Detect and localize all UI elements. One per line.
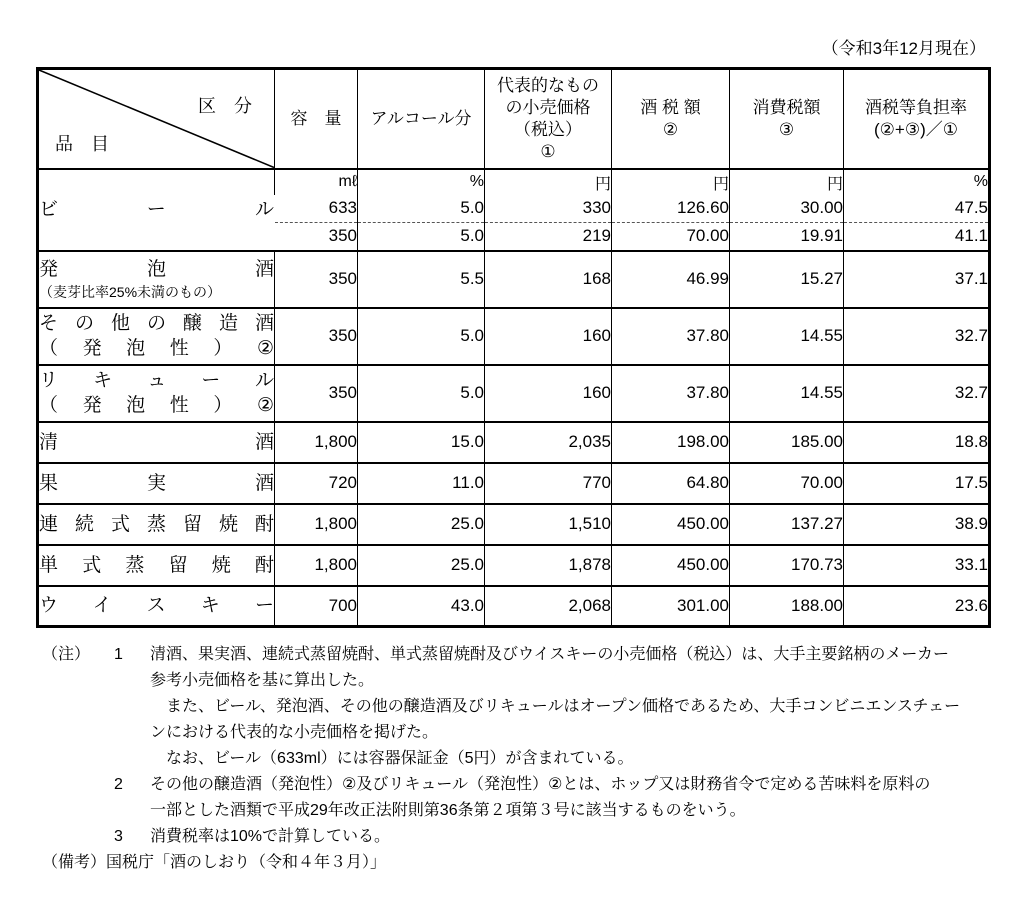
row-sublabel: （発泡性）② <box>39 395 274 416</box>
cell-price: 168 <box>485 251 612 308</box>
cell-volume: 350 <box>275 308 358 365</box>
cell-price: 219 <box>485 223 612 251</box>
note-3 <box>42 824 1024 850</box>
cell-consumption: 14.55 <box>730 308 844 365</box>
header-liquor-tax: 酒 税 額 ② <box>612 69 730 169</box>
cell-price: 330 <box>485 195 612 223</box>
note-line: 消費税率は10%で計算している。 <box>150 828 391 845</box>
cell-consumption: 30.00 <box>730 195 844 223</box>
note-line: ンにおける代表的な小売価格を掲げた。 <box>150 724 439 741</box>
unit-price: 円 <box>485 169 612 195</box>
cell-volume: 1,800 <box>275 422 358 463</box>
cell-burden: 41.1 <box>844 223 990 251</box>
header-consumption-tax: 消費税額 ③ <box>730 69 844 169</box>
cell-alcohol: 25.0 <box>358 545 485 586</box>
cell-tax: 450.00 <box>612 504 730 545</box>
cell-alcohol: 5.0 <box>358 223 485 251</box>
row-happoshu <box>38 251 990 308</box>
corner-header-cell <box>38 69 275 169</box>
cell-price: 2,068 <box>485 586 612 627</box>
cell-tax: 37.80 <box>612 308 730 365</box>
cell-tax: 126.60 <box>612 195 730 223</box>
header-volume: 容 量 <box>275 69 358 169</box>
row-label: 果実酒 <box>39 472 274 494</box>
cell-burden: 47.5 <box>844 195 990 223</box>
cell-alcohol: 15.0 <box>358 422 485 463</box>
note-line: その他の醸造酒（発泡性）②及びリキュール（発泡性）②とは、ホップ又は財務省令で定める苦味料を原料の <box>150 776 931 793</box>
cell-consumption: 185.00 <box>730 422 844 463</box>
cell-tax: 301.00 <box>612 586 730 627</box>
row-label-beer: ビール <box>39 199 274 220</box>
cell-price: 1,878 <box>485 545 612 586</box>
note-number: 2 <box>114 776 123 793</box>
cell-consumption: 170.73 <box>730 545 844 586</box>
cell-burden: 17.5 <box>844 463 990 504</box>
cell-volume: 720 <box>275 463 358 504</box>
header-burden-rate: 酒税等負担率 (②+③)／① <box>844 69 990 169</box>
cell-volume: 350 <box>275 223 358 251</box>
cell-consumption: 19.91 <box>730 223 844 251</box>
cell-burden: 37.1 <box>844 251 990 308</box>
cell-alcohol: 25.0 <box>358 504 485 545</box>
header-alcohol: アルコール分 <box>358 69 485 169</box>
cell-tax: 198.00 <box>612 422 730 463</box>
row-fruit-wine <box>38 463 990 504</box>
row-sublabel: （発泡性）② <box>39 338 274 359</box>
note-line: なお、ビール（633ml）には容器保証金（5円）が含まれている。 <box>150 750 634 767</box>
cell-alcohol: 5.5 <box>358 251 485 308</box>
row-label: 単式蒸留焼酎 <box>39 554 274 576</box>
cell-burden: 32.7 <box>844 365 990 422</box>
cell-consumption: 137.27 <box>730 504 844 545</box>
unit-consumption: 円 <box>730 169 844 195</box>
note-number: 1 <box>114 646 123 663</box>
row-liqueur <box>38 365 990 422</box>
cell-alcohol: 43.0 <box>358 586 485 627</box>
cell-volume: 633 <box>328 198 357 218</box>
row-label: 連続式蒸留焼酎 <box>39 513 274 535</box>
unit-burden: % <box>844 169 990 195</box>
cell-alcohol: 11.0 <box>358 463 485 504</box>
cell-volume: 1,800 <box>275 504 358 545</box>
cell-consumption: 188.00 <box>730 586 844 627</box>
row-seishu <box>38 422 990 463</box>
note-line: 参考小売価格を基に算出した。 <box>150 672 375 689</box>
unit-volume: mℓ <box>275 169 358 195</box>
remark-source: （備考）国税庁「酒のしおり（令和４年３月）」 <box>42 854 387 871</box>
as-of-date: （令和3年12月現在） <box>821 39 986 58</box>
row-label: 清酒 <box>39 431 274 453</box>
cell-tax: 450.00 <box>612 545 730 586</box>
cell-tax: 37.80 <box>612 365 730 422</box>
row-pot-still-shochu <box>38 545 990 586</box>
corner-label-item: 品 目 <box>55 133 109 154</box>
row-other-brewed-sake <box>38 308 990 365</box>
cell-price: 160 <box>485 308 612 365</box>
row-label: リキュール （発泡性）② <box>39 370 274 416</box>
footnotes <box>42 642 1024 876</box>
cell-volume: 700 <box>275 586 358 627</box>
header-retail-price: 代表的なもの の小売価格 （税込） ① <box>485 69 612 169</box>
cell-volume: 350 <box>275 365 358 422</box>
cell-burden: 18.8 <box>844 422 990 463</box>
cell-consumption: 15.27 <box>730 251 844 308</box>
unit-tax: 円 <box>612 169 730 195</box>
note-line: また、ビール、発泡酒、その他の醸造酒及びリキュールはオープン価格であるため、大手コンビニエンスチェー <box>150 698 961 715</box>
cell-alcohol: 5.0 <box>358 195 485 223</box>
note-tag: （注） <box>42 646 91 663</box>
cell-burden: 23.6 <box>844 586 990 627</box>
liquor-tax-table <box>36 67 991 628</box>
cell-volume: 1,800 <box>275 545 358 586</box>
cell-volume: 350 <box>275 251 358 308</box>
cell-alcohol: 5.0 <box>358 365 485 422</box>
cell-burden: 33.1 <box>844 545 990 586</box>
cell-tax: 46.99 <box>612 251 730 308</box>
note-number: 3 <box>114 828 123 845</box>
cell-burden: 32.7 <box>844 308 990 365</box>
note-line: 一部とした酒類で平成29年改正法附則第36条第２項第３号に該当するものをいう。 <box>150 802 746 819</box>
cell-price: 2,035 <box>485 422 612 463</box>
row-whisky <box>38 586 990 627</box>
units-row <box>38 169 990 195</box>
cell-tax: 70.00 <box>612 223 730 251</box>
note-2 <box>42 772 1024 824</box>
row-sublabel: （麦芽比率25%未満のもの） <box>39 284 222 300</box>
row-label: ウイスキー <box>39 595 274 617</box>
cell-consumption: 14.55 <box>730 365 844 422</box>
corner-label-category: 区 分 <box>198 96 252 116</box>
row-label: その他の醸造酒 （発泡性）② <box>39 313 274 359</box>
row-label: 発泡酒 （麦芽比率25%未満のもの） <box>39 259 274 300</box>
cell-consumption: 70.00 <box>730 463 844 504</box>
cell-burden: 38.9 <box>844 504 990 545</box>
cell-price: 770 <box>485 463 612 504</box>
cell-price: 160 <box>485 365 612 422</box>
cell-tax: 64.80 <box>612 463 730 504</box>
cell-alcohol: 5.0 <box>358 308 485 365</box>
row-continuous-distilled-shochu <box>38 504 990 545</box>
unit-alcohol: % <box>358 169 485 195</box>
note-1 <box>42 642 1024 772</box>
header-row <box>38 69 990 169</box>
note-line: 清酒、果実酒、連続式蒸留焼酎、単式蒸留焼酎及びウイスキーの小売価格（税込）は、大手主要銘柄のメーカー <box>150 646 950 663</box>
cell-price: 1,510 <box>485 504 612 545</box>
